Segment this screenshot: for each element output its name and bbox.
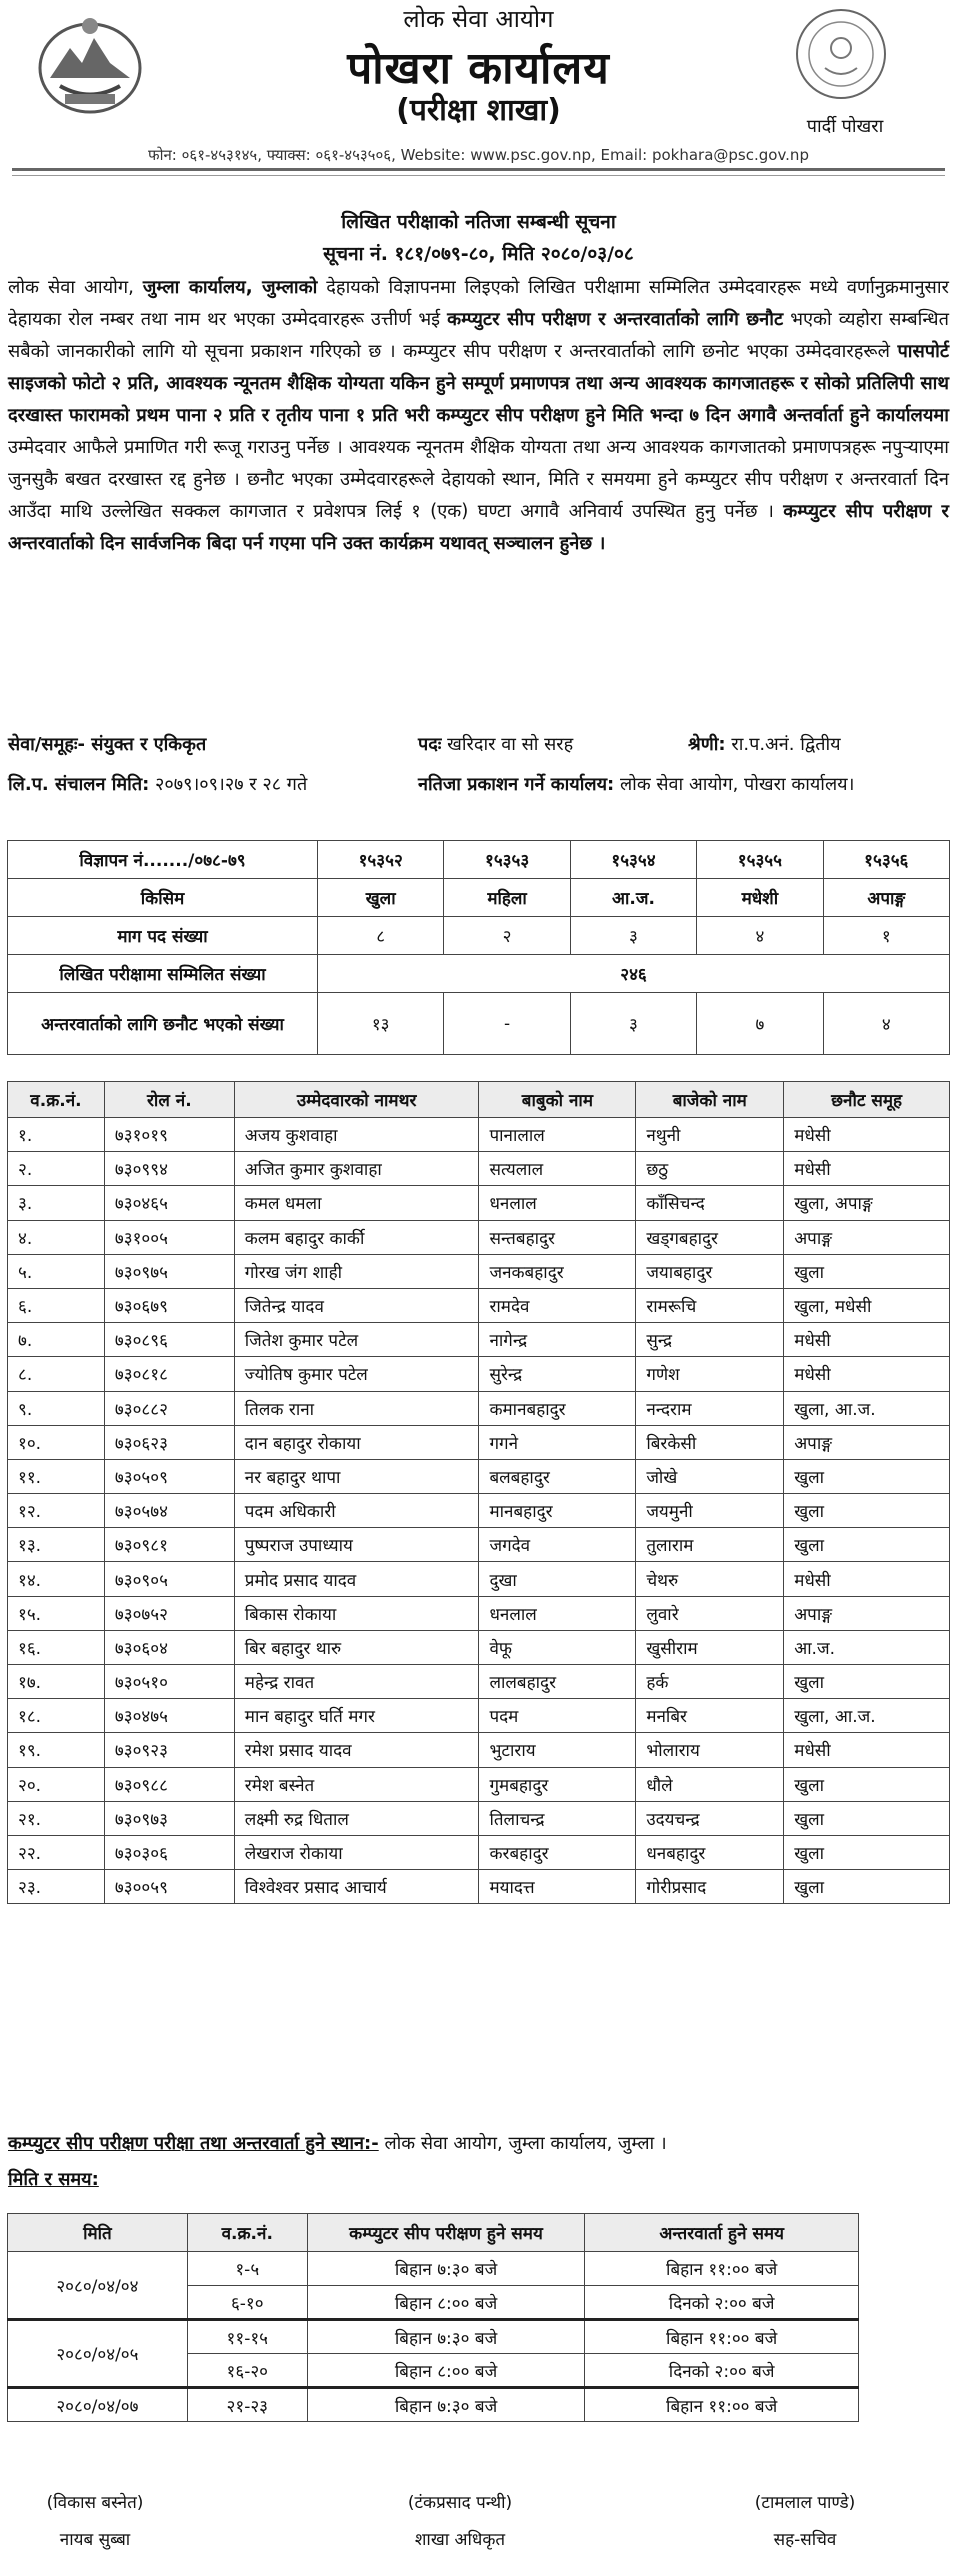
table-row (8, 1767, 950, 1801)
office-name: पोखरा कार्यालय (347, 43, 610, 94)
table-cell: करबहादुर (479, 1835, 636, 1869)
table-cell: लक्ष्मी रुद्र धिताल (234, 1801, 479, 1835)
table-cell: खुला (784, 1528, 950, 1562)
notice-body: लोक सेवा आयोग, जुम्ला कार्यालय, जुम्लाको देहायको विज्ञापनमा लिइएको लिखित परीक्षामा सम्मिलित उम्मेदवारहरू मध्ये वर्णानुक्रमानुसार देहायका रोल नम्बर तथा नाम थर भएका उम्मेदवारहरू उत्तीर्ण भई कम्प्युटर सीप परीक्षण र अन्तरवार्ताको लागि छनौट भएको व्यहोरा सम्बन्धित सबैको जानकारीको लागि यो सूचना प्रकाशन गरिएको छ । कम्प्युटर सीप परीक्षण र अन्तरवार्ताको लागि छनोट भएका उम्मेदवारहरूले पासपोर्ट साइजको फोटो २ प्रति, आवश्यक न्यूनतम शैक्षिक योग्यता यकिन हुने सम्पूर्ण प्रमाणपत्र तथा अन्य आवश्यक कागजातहरू र सोको प्रतिलिपी साथ दरखास्त फारामको प्रथम पाना २ प्रति र तृतीय पाना १ प्रति भरी कम्प्युटर सीप परीक्षण हुने मिति भन्दा ७ दिन अगावै अन्तर्वार्ता हुने कार्यालयमा उम्मेदवार आफैले प्रमाणित गरी रूजू गराउनु पर्नेछ । आवश्यक न्यूनतम शैक्षिक योग्यता तथा अन्य आवश्यक कागजातको प्रमाणपत्रहरू नपुऱ्याएमा जुनसुकै बखत दरखास्त रद्द हुनेछ । छनौट भएका उम्मेदवारहरूले देहायको स्थान, मिति र समयमा हुने कम्प्युटर सीप परीक्षण र अन्तरवार्ता दिन आउँदा माथि उल्लेखित सक्कल कागजात र प्रवेशपत्र लिई १ (एक) घण्टा अगावै अनिवार्य उपस्थित हुनु पर्नेछ । कम्प्युटर सीप परीक्षण र अन्तरवार्ताको दिन सार्वजनिक बिदा पर्न गएमा पनि उक्त कार्यक्रम यथावत् सञ्चालन हुनेछ । (8, 277, 949, 554)
table-cell: लुवारे (636, 1596, 784, 1630)
table-cell: ६. (8, 1288, 105, 1322)
table-cell: बिर बहादुर थारु (234, 1630, 479, 1664)
table-row (8, 1630, 950, 1664)
notice-number: सूचना नं. १८१/०७९-८०, मिति २०८०/०३/०८ (323, 243, 634, 265)
table-cell: रामरूचि (636, 1288, 784, 1322)
table-cell: अजित कुमार कुशवाहा (234, 1152, 479, 1186)
table-cell: ज्योतिष कुमार पटेल (234, 1357, 479, 1391)
table-cell: चेथरु (636, 1562, 784, 1596)
table-cell: खुला, आ.ज. (784, 1699, 950, 1733)
schedule-row: २०८०/०४/०७ २१-२३ बिहान ७:३० बजे बिहान ११:०० बजे (8, 2388, 859, 2422)
table-cell: ७३०५१० (104, 1665, 234, 1699)
table-cell: १६. (8, 1630, 105, 1664)
table-cell: ७३०९८१ (104, 1528, 234, 1562)
table-cell: खुला (784, 1835, 950, 1869)
table-cell: मधेसी (784, 1357, 950, 1391)
table-cell: मानबहादुर (479, 1494, 636, 1528)
table-cell: जनकबहादुर (479, 1254, 636, 1288)
results-table (7, 1081, 950, 1904)
venue-line: कम्प्युटर सीप परीक्षण परीक्षा तथा अन्तरवार्ता हुने स्थान:- लोक सेवा आयोग, जुम्ला कार्यालय, जुम्ला । (8, 2133, 667, 2154)
table-row (8, 1357, 950, 1391)
table-cell: रमेश बस्नेत (234, 1767, 479, 1801)
table-cell: सन्तबहादुर (479, 1220, 636, 1254)
signature-block: (टंकप्रसाद पन्थी) शाखा अधिकृत (407, 2493, 513, 2550)
table-cell: ७३१००५ (104, 1220, 234, 1254)
exam-date: लि.प. संचालन मिति: २०७९।०९।२७ र २८ गते (8, 774, 308, 795)
org-name: लोक सेवा आयोग (403, 5, 554, 33)
table-cell: ७३००५९ (104, 1870, 234, 1904)
table-cell: खुला (784, 1870, 950, 1904)
table-cell: ३. (8, 1186, 105, 1220)
table-cell: ७३०६०४ (104, 1630, 234, 1664)
schedule-table (7, 2213, 859, 2422)
table-cell: वेफू (479, 1630, 636, 1664)
table-cell: मधेसी (784, 1323, 950, 1357)
table-cell: १८. (8, 1699, 105, 1733)
header-divider (12, 168, 945, 171)
table-cell: ७३०४७५ (104, 1699, 234, 1733)
table-cell: ७३०६२३ (104, 1425, 234, 1459)
table-cell: गोरीप्रसाद (636, 1870, 784, 1904)
table-cell: खुला (784, 1494, 950, 1528)
table-cell: ७३०९०५ (104, 1562, 234, 1596)
table-row (8, 1152, 950, 1186)
table-cell: मधेसी (784, 1118, 950, 1152)
table-cell: नन्दराम (636, 1391, 784, 1425)
table-cell: ९. (8, 1391, 105, 1425)
table-cell: धनलाल (479, 1186, 636, 1220)
table-cell: कमानबहादुर (479, 1391, 636, 1425)
table-cell: सत्यलाल (479, 1152, 636, 1186)
table-cell: धनबहादुर (636, 1835, 784, 1869)
table-cell: ७३०९२३ (104, 1733, 234, 1767)
table-cell: विश्वेश्वर प्रसाद आचार्य (234, 1870, 479, 1904)
vacancy-table (7, 840, 950, 1055)
table-cell: खुला (784, 1459, 950, 1493)
table-cell: खुला (784, 1254, 950, 1288)
table-cell: १९. (8, 1733, 105, 1767)
table-cell: ११. (8, 1459, 105, 1493)
signature-block: (टामलाल पाण्डे) सह-सचिव (754, 2493, 856, 2550)
table-cell: सुन्द्र (636, 1323, 784, 1357)
table-row (8, 1733, 950, 1767)
table-cell: ७३०८८२ (104, 1391, 234, 1425)
table-cell: छठु (636, 1152, 784, 1186)
table-cell: दान बहादुर रोकाया (234, 1425, 479, 1459)
table-cell: जगदेव (479, 1528, 636, 1562)
demand-row: माग पद संख्या ८ २ ३ ४ १ (8, 917, 950, 955)
table-cell: प्रमोद प्रसाद यादव (234, 1562, 479, 1596)
table-cell: बिरकेसी (636, 1425, 784, 1459)
written-row: लिखित परीक्षामा सम्मिलित संख्या २४६ (8, 955, 950, 993)
schedule-row: ६-१० बिहान ८:०० बजे दिनको २:०० बजे (8, 2286, 859, 2320)
table-cell: ७३०५०९ (104, 1459, 234, 1493)
table-cell: अपाङ्ग (784, 1425, 950, 1459)
letterhead (0, 0, 957, 170)
table-cell: ८. (8, 1357, 105, 1391)
table-row (8, 1323, 950, 1357)
table-cell: कलम बहादुर कार्की (234, 1220, 479, 1254)
table-cell: अजय कुशवाहा (234, 1118, 479, 1152)
table-row (8, 1870, 950, 1904)
table-cell: १०. (8, 1425, 105, 1459)
seal-label: पार्दी पोखरा (806, 116, 884, 137)
table-cell: भुटाराय (479, 1733, 636, 1767)
table-cell: नर बहादुर थापा (234, 1459, 479, 1493)
table-row (8, 1596, 950, 1630)
table-cell: २३. (8, 1870, 105, 1904)
table-cell: कमल धमला (234, 1186, 479, 1220)
table-row (8, 1699, 950, 1733)
table-cell: बलबहादुर (479, 1459, 636, 1493)
table-cell: नागेन्द्र (479, 1323, 636, 1357)
table-cell: पुष्पराज उपाध्याय (234, 1528, 479, 1562)
table-cell: ७३०७५२ (104, 1596, 234, 1630)
table-cell: खुला, मधेसी (784, 1288, 950, 1322)
table-cell: खड्गबहादुर (636, 1220, 784, 1254)
datetime-label: मिति र समय: (8, 2169, 99, 2190)
table-cell: महेन्द्र रावत (234, 1665, 479, 1699)
table-row (8, 1254, 950, 1288)
table-cell: काँसिचन्द (636, 1186, 784, 1220)
table-cell: मधेसी (784, 1152, 950, 1186)
branch-name: (परीक्षा शाखा) (396, 93, 561, 128)
table-cell: १२. (8, 1494, 105, 1528)
table-cell: अपाङ्ग (784, 1596, 950, 1630)
adv-row: विज्ञापन नं......./०७८-७९ १५३५२ १५३५३ १५३५४ १५३५५ १५३५६ (8, 841, 950, 879)
publishing-office: नतिजा प्रकाशन गर्ने कार्यालय: लोक सेवा आयोग, पोखरा कार्यालय। (418, 774, 855, 795)
results-header: व.क्र.नं. रोल नं. उम्मेदवारको नामथर बाबुको नाम बाजेको नाम छनौट समूह (8, 1082, 950, 1118)
type-row: किसिम खुला महिला आ.ज. मधेशी अपाङ्ग (8, 879, 950, 917)
table-cell: ७३०८९६ (104, 1323, 234, 1357)
table-row (8, 1186, 950, 1220)
table-cell: अपाङ्ग (784, 1220, 950, 1254)
table-cell: भोलाराय (636, 1733, 784, 1767)
table-row (8, 1118, 950, 1152)
table-cell: १५. (8, 1596, 105, 1630)
table-cell: जोखे (636, 1459, 784, 1493)
table-cell: २०. (8, 1767, 105, 1801)
table-cell: जितेन्द्र यादव (234, 1288, 479, 1322)
table-cell: खुला (784, 1767, 950, 1801)
table-cell: ७३०९९४ (104, 1152, 234, 1186)
table-cell: २२. (8, 1835, 105, 1869)
table-cell: दुखा (479, 1562, 636, 1596)
schedule-row: २०८०/०४/०४ १-५ बिहान ७:३० बजे बिहान ११:०० बजे (8, 2252, 859, 2286)
table-row (8, 1562, 950, 1596)
table-cell: तिलक राना (234, 1391, 479, 1425)
table-row (8, 1425, 950, 1459)
table-cell: उदयचन्द्र (636, 1801, 784, 1835)
table-cell: ५. (8, 1254, 105, 1288)
table-cell: गोरख जंग शाही (234, 1254, 479, 1288)
table-cell: पदम अधिकारी (234, 1494, 479, 1528)
selected-row: अन्तरवार्ताको लागि छनौट भएको संख्या १३ - ३ ७ ४ (8, 993, 950, 1055)
post: पदः खरिदार वा सो सरह (418, 734, 574, 755)
table-cell: १. (8, 1118, 105, 1152)
table-cell: गुमबहादुर (479, 1767, 636, 1801)
table-cell: ७३०५७४ (104, 1494, 234, 1528)
table-cell: ४. (8, 1220, 105, 1254)
table-cell: गणेश (636, 1357, 784, 1391)
table-cell: पानालाल (479, 1118, 636, 1152)
table-cell: मयादत्त (479, 1870, 636, 1904)
table-row (8, 1835, 950, 1869)
table-cell: २१. (8, 1801, 105, 1835)
table-cell: मान बहादुर घर्ति मगर (234, 1699, 479, 1733)
schedule-header: मिति व.क्र.नं. कम्प्युटर सीप परीक्षण हुने समय अन्तरवार्ता हुने समय (8, 2214, 859, 2252)
results-body (8, 1118, 950, 1904)
table-row (8, 1665, 950, 1699)
table-cell: रमेश प्रसाद यादव (234, 1733, 479, 1767)
table-cell: मनबिर (636, 1699, 784, 1733)
table-cell: धनलाल (479, 1596, 636, 1630)
table-cell: ७३०८१८ (104, 1357, 234, 1391)
table-cell: लालबहादुर (479, 1665, 636, 1699)
schedule-row: १६-२० बिहान ८:०० बजे दिनको २:०० बजे (8, 2354, 859, 2388)
table-cell: पदम (479, 1699, 636, 1733)
table-cell: ७३०६७९ (104, 1288, 234, 1322)
table-cell: हर्क (636, 1665, 784, 1699)
table-cell: खुला, अपाङ्ग (784, 1186, 950, 1220)
table-cell: रामदेव (479, 1288, 636, 1322)
table-cell: आ.ज. (784, 1630, 950, 1664)
table-cell: जयमुनी (636, 1494, 784, 1528)
table-cell: ७३०९७३ (104, 1801, 234, 1835)
table-row (8, 1288, 950, 1322)
table-cell: २. (8, 1152, 105, 1186)
table-row (8, 1391, 950, 1425)
table-cell: तुलाराम (636, 1528, 784, 1562)
schedule-row: २०८०/०४/०५ ११-१५ बिहान ७:३० बजे बिहान ११:०० बजे (8, 2320, 859, 2354)
table-cell: धौले (636, 1767, 784, 1801)
table-row (8, 1494, 950, 1528)
table-cell: खुला (784, 1801, 950, 1835)
table-cell: ७३१०१९ (104, 1118, 234, 1152)
table-cell: नथुनी (636, 1118, 784, 1152)
table-row (8, 1220, 950, 1254)
table-cell: ७३०९८८ (104, 1767, 234, 1801)
table-cell: सुरेन्द्र (479, 1357, 636, 1391)
table-cell: बिकास रोकाया (234, 1596, 479, 1630)
table-cell: मधेसी (784, 1733, 950, 1767)
table-cell: खुला, आ.ज. (784, 1391, 950, 1425)
table-cell: जयाबहादुर (636, 1254, 784, 1288)
table-cell: लेखराज रोकाया (234, 1835, 479, 1869)
table-cell: मधेसी (784, 1562, 950, 1596)
contact-line: फोन: ०६१-४५३१४५, फ्याक्स: ०६१-४५३५०६, Website: www.psc.gov.np, Email: pokhara@psc.gov.np (148, 146, 809, 164)
service-group: सेवा/समूहः- संयुक्त र एकिकृत (8, 734, 207, 755)
table-cell: १४. (8, 1562, 105, 1596)
table-cell: ७३०३०६ (104, 1835, 234, 1869)
notice-title: लिखित परीक्षाको नतिजा सम्बन्धी सूचना (341, 211, 616, 233)
table-cell: खुसीराम (636, 1630, 784, 1664)
table-row (8, 1528, 950, 1562)
table-cell: खुला (784, 1665, 950, 1699)
table-cell: ७. (8, 1323, 105, 1357)
table-cell: जितेश कुमार पटेल (234, 1323, 479, 1357)
table-cell: ७३०९७५ (104, 1254, 234, 1288)
table-cell: ७३०४६५ (104, 1186, 234, 1220)
table-row (8, 1801, 950, 1835)
table-cell: गगने (479, 1425, 636, 1459)
header-divider-thin (12, 175, 945, 176)
table-cell: १३. (8, 1528, 105, 1562)
level: श्रेणी: रा.प.अनं. द्वितीय (688, 734, 841, 755)
table-row (8, 1459, 950, 1493)
table-cell: तिलाचन्द्र (479, 1801, 636, 1835)
table-cell: १७. (8, 1665, 105, 1699)
signature-block: (विकास बस्नेत) नायब सुब्बा (46, 2493, 144, 2550)
